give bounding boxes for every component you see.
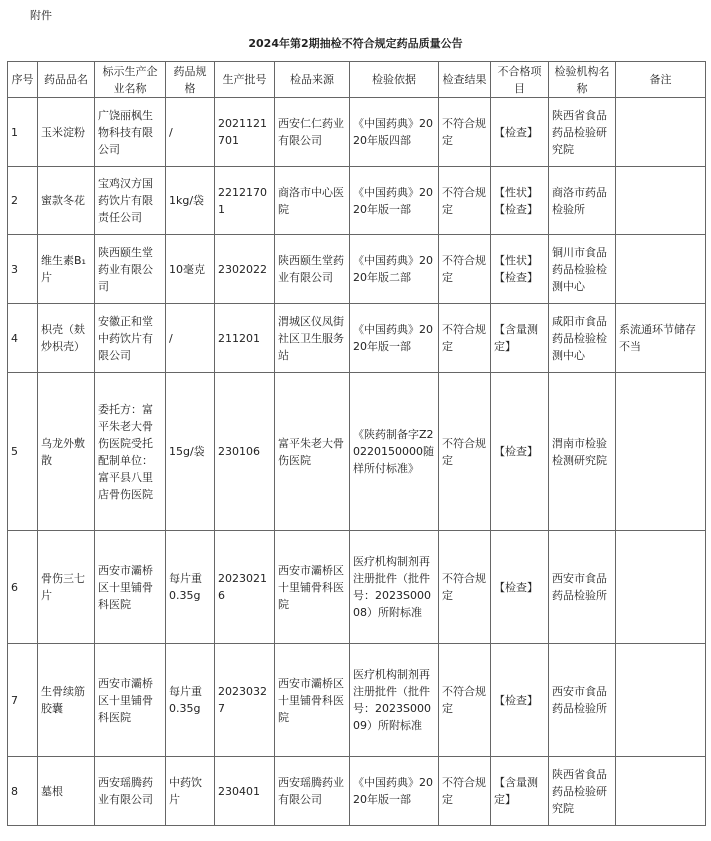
attachment-label: 附件 xyxy=(30,9,52,22)
row-source: 西安瑶腾药业有限公司 xyxy=(275,757,350,826)
row-batch: 211201 xyxy=(215,304,275,373)
row-spec: 15g/袋 xyxy=(166,373,215,531)
table-row xyxy=(8,644,706,757)
row-result: 不符合规定 xyxy=(439,98,491,167)
row-failed-item: 【含量测定】 xyxy=(491,757,549,826)
header-drug-name: 药品品名 xyxy=(38,62,95,98)
table-row xyxy=(8,235,706,304)
row-spec: 每片重0.35g xyxy=(166,531,215,644)
row-basis: 《中国药典》2020年版二部 xyxy=(350,235,439,304)
row-index: 6 xyxy=(8,531,38,644)
header-manufacturer: 标示生产企业名称 xyxy=(95,62,166,98)
row-drug-name: 乌龙外敷散 xyxy=(38,373,95,531)
row-basis: 《中国药典》2020年版四部 xyxy=(350,98,439,167)
row-index: 2 xyxy=(8,167,38,235)
header-spec: 药品规格 xyxy=(166,62,215,98)
row-failed-item: 【检查】 xyxy=(491,98,549,167)
row-drug-name: 维生素B₁片 xyxy=(38,235,95,304)
row-result: 不符合规定 xyxy=(439,757,491,826)
row-manufacturer: 西安瑶腾药业有限公司 xyxy=(95,757,166,826)
row-basis: 医疗机构制剂再注册批件（批件号：2023S00008）所附标准 xyxy=(350,531,439,644)
row-failed-item: 【检查】 xyxy=(491,373,549,531)
table-row xyxy=(8,304,706,373)
document-title: 2024年第2期抽检不符合规定药品质量公告 xyxy=(248,37,463,50)
row-index: 8 xyxy=(8,757,38,826)
row-drug-name: 骨伤三七片 xyxy=(38,531,95,644)
row-spec: / xyxy=(166,98,215,167)
table-header-row xyxy=(8,62,706,98)
row-drug-name: 玉米淀粉 xyxy=(38,98,95,167)
row-batch: 2021121701 xyxy=(215,98,275,167)
row-note xyxy=(616,167,706,235)
row-failed-item: 【检查】 xyxy=(491,531,549,644)
row-spec: 10毫克 xyxy=(166,235,215,304)
row-source: 西安市灞桥区十里铺骨科医院 xyxy=(275,531,350,644)
table-row xyxy=(8,757,706,826)
row-drug-name: 生骨续筋胶囊 xyxy=(38,644,95,757)
row-index: 7 xyxy=(8,644,38,757)
row-batch: 20230216 xyxy=(215,531,275,644)
row-manufacturer: 委托方：富平朱老大骨伤医院受托配制单位：富平县八里店骨伤医院 xyxy=(95,373,166,531)
notice-table xyxy=(7,61,706,826)
row-note xyxy=(616,757,706,826)
row-manufacturer: 安徽正和堂中药饮片有限公司 xyxy=(95,304,166,373)
header-result: 检查结果 xyxy=(439,62,491,98)
row-batch: 2302022 xyxy=(215,235,275,304)
header-batch: 生产批号 xyxy=(215,62,275,98)
row-agency: 西安市食品药品检验所 xyxy=(549,644,616,757)
row-agency: 商洛市药品检验所 xyxy=(549,167,616,235)
row-spec: / xyxy=(166,304,215,373)
table-row xyxy=(8,373,706,531)
table-row xyxy=(8,167,706,235)
row-basis: 《中国药典》2020年版一部 xyxy=(350,757,439,826)
row-note xyxy=(616,98,706,167)
row-manufacturer: 陕西颐生堂药业有限公司 xyxy=(95,235,166,304)
row-manufacturer: 宝鸡汉方国药饮片有限责任公司 xyxy=(95,167,166,235)
row-failed-item: 【性状】【检查】 xyxy=(491,235,549,304)
row-agency: 渭南市检验检测研究院 xyxy=(549,373,616,531)
row-note: 系流通环节储存不当 xyxy=(616,304,706,373)
row-spec: 1kg/袋 xyxy=(166,167,215,235)
row-index: 1 xyxy=(8,98,38,167)
row-batch: 22121701 xyxy=(215,167,275,235)
row-spec: 中药饮片 xyxy=(166,757,215,826)
row-failed-item: 【性状】【检查】 xyxy=(491,167,549,235)
row-agency: 西安市食品药品检验所 xyxy=(549,531,616,644)
row-basis: 《中国药典》2020年版一部 xyxy=(350,167,439,235)
row-note xyxy=(616,644,706,757)
row-spec: 每片重0.35g xyxy=(166,644,215,757)
row-drug-name: 枳壳（麸炒枳壳） xyxy=(38,304,95,373)
row-source: 商洛市中心医院 xyxy=(275,167,350,235)
table-row xyxy=(8,98,706,167)
row-basis: 医疗机构制剂再注册批件（批件号：2023S00009）所附标准 xyxy=(350,644,439,757)
row-drug-name: 蜜款冬花 xyxy=(38,167,95,235)
row-manufacturer: 西安市灞桥区十里铺骨科医院 xyxy=(95,531,166,644)
row-manufacturer: 广饶丽枫生物科技有限公司 xyxy=(95,98,166,167)
row-note xyxy=(616,531,706,644)
header-failed-item: 不合格项目 xyxy=(491,62,549,98)
header-agency: 检验机构名称 xyxy=(549,62,616,98)
row-agency: 陕西省食品药品检验研究院 xyxy=(549,757,616,826)
header-basis: 检验依据 xyxy=(350,62,439,98)
row-batch: 20230327 xyxy=(215,644,275,757)
row-note xyxy=(616,235,706,304)
row-failed-item: 【检查】 xyxy=(491,644,549,757)
row-result: 不符合规定 xyxy=(439,304,491,373)
row-result: 不符合规定 xyxy=(439,373,491,531)
row-source: 渭城区仪凤街社区卫生服务站 xyxy=(275,304,350,373)
row-result: 不符合规定 xyxy=(439,167,491,235)
row-result: 不符合规定 xyxy=(439,644,491,757)
header-note: 备注 xyxy=(616,62,706,98)
row-source: 陕西颐生堂药业有限公司 xyxy=(275,235,350,304)
header-index: 序号 xyxy=(8,62,38,98)
row-drug-name: 墓根 xyxy=(38,757,95,826)
row-basis: 《陕药制备字Z20220150000随样所付标准》 xyxy=(350,373,439,531)
row-agency: 咸阳市食品药品检验检测中心 xyxy=(549,304,616,373)
row-basis: 《中国药典》2020年版一部 xyxy=(350,304,439,373)
row-source: 富平朱老大骨伤医院 xyxy=(275,373,350,531)
row-manufacturer: 西安市灞桥区十里铺骨科医院 xyxy=(95,644,166,757)
table-row xyxy=(8,531,706,644)
row-index: 4 xyxy=(8,304,38,373)
row-result: 不符合规定 xyxy=(439,531,491,644)
row-result: 不符合规定 xyxy=(439,235,491,304)
row-failed-item: 【含量测定】 xyxy=(491,304,549,373)
row-index: 5 xyxy=(8,373,38,531)
row-agency: 铜川市食品药品检验检测中心 xyxy=(549,235,616,304)
row-batch: 230106 xyxy=(215,373,275,531)
header-source: 检品来源 xyxy=(275,62,350,98)
row-index: 3 xyxy=(8,235,38,304)
row-batch: 230401 xyxy=(215,757,275,826)
row-source: 西安市灞桥区十里铺骨科医院 xyxy=(275,644,350,757)
row-agency: 陕西省食品药品检验研究院 xyxy=(549,98,616,167)
row-note xyxy=(616,373,706,531)
row-source: 西安仁仁药业有限公司 xyxy=(275,98,350,167)
